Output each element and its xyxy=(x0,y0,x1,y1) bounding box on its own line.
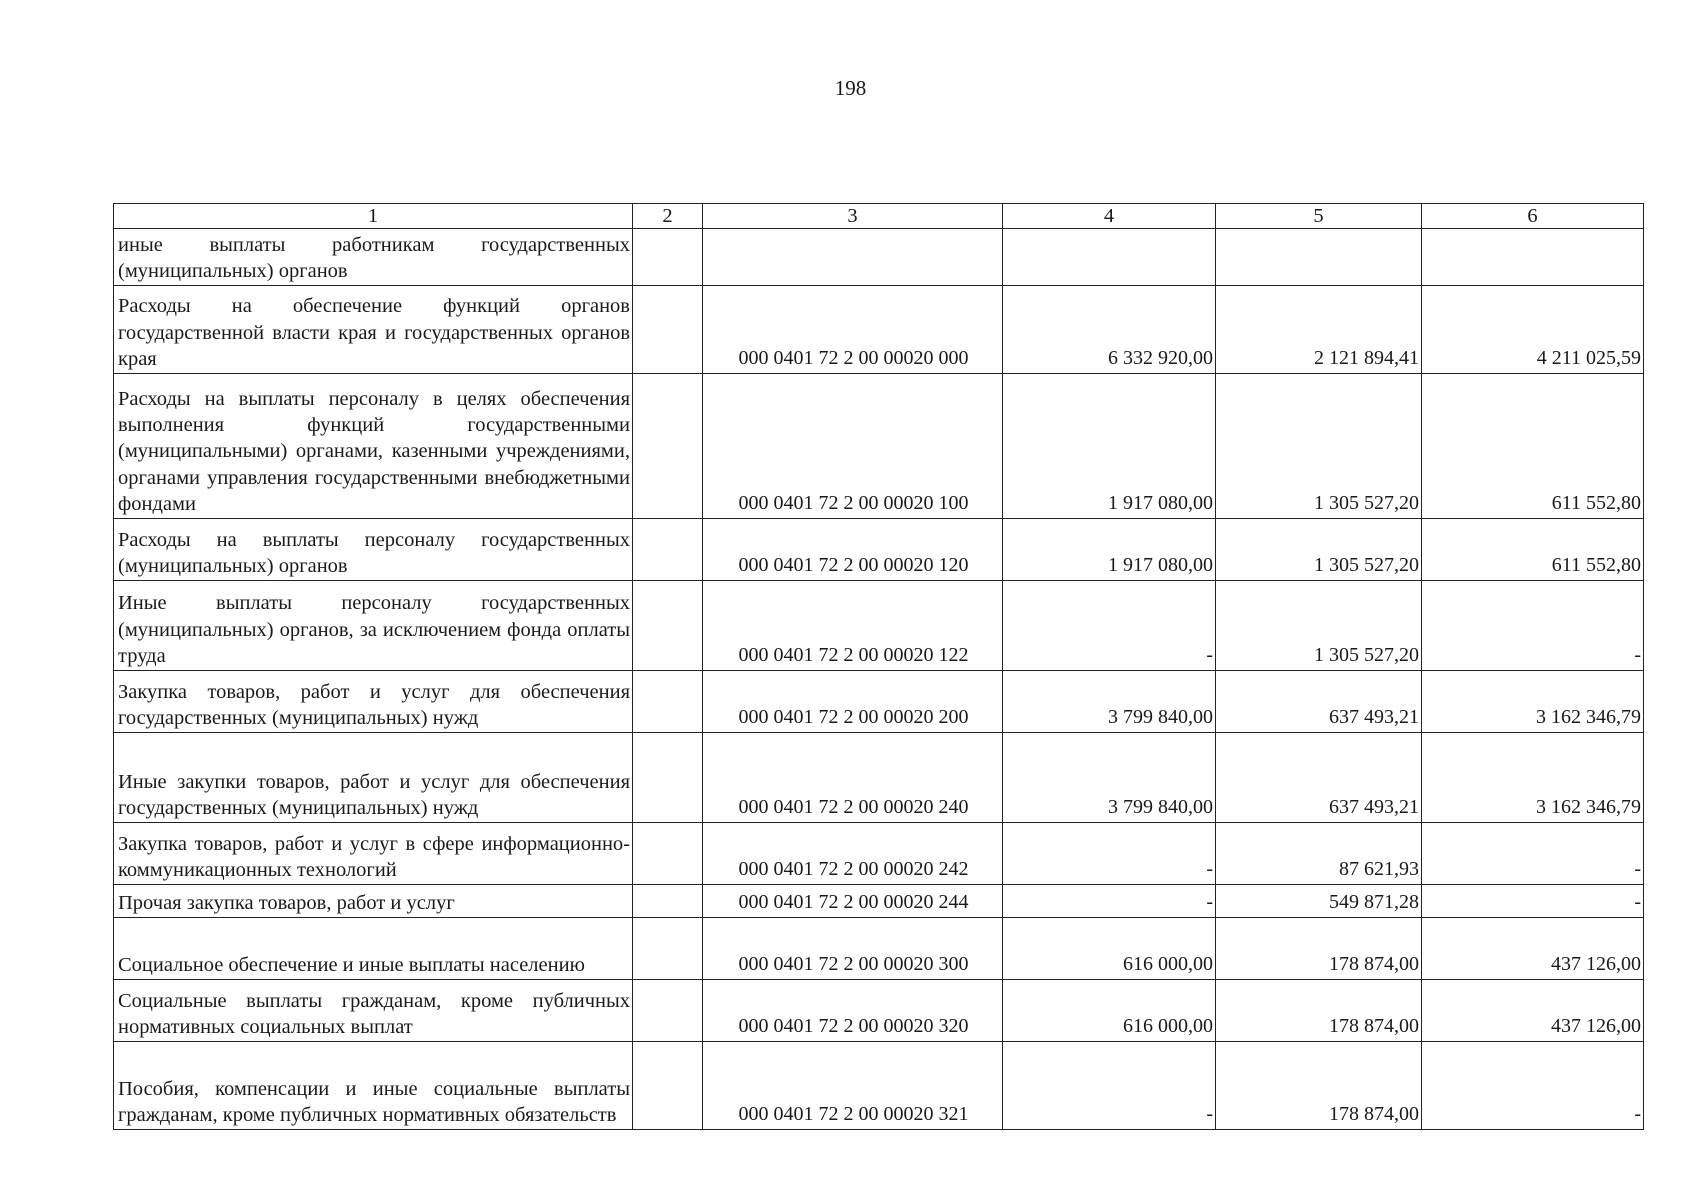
row-code xyxy=(703,229,1003,286)
table-row xyxy=(114,286,1644,374)
row-col-2 xyxy=(633,671,703,733)
row-col-5: 1 305 527,20 xyxy=(1216,374,1422,519)
row-col-6: 611 552,80 xyxy=(1422,519,1644,581)
row-code: 000 0401 72 2 00 00020 244 xyxy=(703,885,1003,918)
row-code: 000 0401 72 2 00 00020 321 xyxy=(703,1042,1003,1130)
header-col-1: 1 xyxy=(114,204,633,229)
row-col-2 xyxy=(633,980,703,1042)
header-row xyxy=(114,204,1644,229)
row-col-4: 1 917 080,00 xyxy=(1003,374,1216,519)
table-row xyxy=(114,918,1644,980)
table-row xyxy=(114,980,1644,1042)
row-col-2 xyxy=(633,1042,703,1130)
row-code: 000 0401 72 2 00 00020 200 xyxy=(703,671,1003,733)
row-col-4: 616 000,00 xyxy=(1003,918,1216,980)
row-description: Расходы на обеспечение функций органов государственной власти края и государственных органов края xyxy=(114,286,633,374)
row-col-4: - xyxy=(1003,581,1216,671)
table-row xyxy=(114,519,1644,581)
row-description: Иные закупки товаров, работ и услуг для обеспечения государственных (муниципальных) нужд xyxy=(114,733,633,823)
row-col-5: 549 871,28 xyxy=(1216,885,1422,918)
table-row xyxy=(114,733,1644,823)
row-col-4: - xyxy=(1003,1042,1216,1130)
table-row xyxy=(114,885,1644,918)
row-col-2 xyxy=(633,733,703,823)
table-row xyxy=(114,671,1644,733)
table-row xyxy=(114,229,1644,286)
row-col-6: - xyxy=(1422,823,1644,885)
row-col-6: - xyxy=(1422,1042,1644,1130)
row-col-5: 1 305 527,20 xyxy=(1216,581,1422,671)
row-col-4: 6 332 920,00 xyxy=(1003,286,1216,374)
row-col-5: 87 621,93 xyxy=(1216,823,1422,885)
row-col-5: 637 493,21 xyxy=(1216,733,1422,823)
row-description: Расходы на выплаты персоналу в целях обеспечения выполнения функций государственными (муниципальными) органами, казенными учреждениями, органами управления государственными внебюджетными фондами xyxy=(114,374,633,519)
row-description: Закупка товаров, работ и услуг для обеспечения государственных (муниципальных) нужд xyxy=(114,671,633,733)
budget-table xyxy=(113,203,1644,1130)
header-col-4: 4 xyxy=(1003,204,1216,229)
row-description: иные выплаты работникам государственных (муниципальных) органов xyxy=(114,229,633,286)
row-col-6: 3 162 346,79 xyxy=(1422,671,1644,733)
row-code: 000 0401 72 2 00 00020 000 xyxy=(703,286,1003,374)
table-row xyxy=(114,581,1644,671)
row-col-2 xyxy=(633,229,703,286)
row-col-5 xyxy=(1216,229,1422,286)
row-col-2 xyxy=(633,286,703,374)
row-col-5: 1 305 527,20 xyxy=(1216,519,1422,581)
row-description: Иные выплаты персоналу государственных (муниципальных) органов, за исключением фонда оплаты труда xyxy=(114,581,633,671)
row-code: 000 0401 72 2 00 00020 120 xyxy=(703,519,1003,581)
row-description: Закупка товаров, работ и услуг в сфере информационно-коммуникационных технологий xyxy=(114,823,633,885)
row-col-5: 178 874,00 xyxy=(1216,1042,1422,1130)
row-col-4: 3 799 840,00 xyxy=(1003,671,1216,733)
row-col-6: 3 162 346,79 xyxy=(1422,733,1644,823)
row-col-4: 3 799 840,00 xyxy=(1003,733,1216,823)
row-description: Социальные выплаты гражданам, кроме публичных нормативных социальных выплат xyxy=(114,980,633,1042)
header-col-3: 3 xyxy=(703,204,1003,229)
header-col-6: 6 xyxy=(1422,204,1644,229)
row-description: Социальное обеспечение и иные выплаты населению xyxy=(114,918,633,980)
row-col-6: 4 211 025,59 xyxy=(1422,286,1644,374)
row-col-6: 437 126,00 xyxy=(1422,918,1644,980)
row-col-4: 616 000,00 xyxy=(1003,980,1216,1042)
row-col-5: 637 493,21 xyxy=(1216,671,1422,733)
table-row xyxy=(114,374,1644,519)
row-col-6 xyxy=(1422,229,1644,286)
row-col-6: - xyxy=(1422,581,1644,671)
row-col-2 xyxy=(633,581,703,671)
row-col-2 xyxy=(633,519,703,581)
row-code: 000 0401 72 2 00 00020 240 xyxy=(703,733,1003,823)
row-code: 000 0401 72 2 00 00020 100 xyxy=(703,374,1003,519)
row-col-5: 178 874,00 xyxy=(1216,918,1422,980)
table-row xyxy=(114,823,1644,885)
row-code: 000 0401 72 2 00 00020 122 xyxy=(703,581,1003,671)
row-col-2 xyxy=(633,374,703,519)
row-description: Расходы на выплаты персоналу государственных (муниципальных) органов xyxy=(114,519,633,581)
row-col-2 xyxy=(633,918,703,980)
row-col-5: 178 874,00 xyxy=(1216,980,1422,1042)
row-col-4: - xyxy=(1003,885,1216,918)
row-col-4: - xyxy=(1003,823,1216,885)
page-number: 198 xyxy=(834,76,867,100)
header-col-5: 5 xyxy=(1216,204,1422,229)
row-col-6: - xyxy=(1422,885,1644,918)
table-row xyxy=(114,1042,1644,1130)
row-col-2 xyxy=(633,823,703,885)
row-col-6: 611 552,80 xyxy=(1422,374,1644,519)
row-col-4 xyxy=(1003,229,1216,286)
row-description: Пособия, компенсации и иные социальные выплаты гражданам, кроме публичных нормативных обязательств xyxy=(114,1042,633,1130)
row-col-6: 437 126,00 xyxy=(1422,980,1644,1042)
row-col-2 xyxy=(633,885,703,918)
row-code: 000 0401 72 2 00 00020 300 xyxy=(703,918,1003,980)
row-col-4: 1 917 080,00 xyxy=(1003,519,1216,581)
row-description: Прочая закупка товаров, работ и услуг xyxy=(114,885,633,918)
row-code: 000 0401 72 2 00 00020 242 xyxy=(703,823,1003,885)
row-code: 000 0401 72 2 00 00020 320 xyxy=(703,980,1003,1042)
row-col-5: 2 121 894,41 xyxy=(1216,286,1422,374)
header-col-2: 2 xyxy=(633,204,703,229)
